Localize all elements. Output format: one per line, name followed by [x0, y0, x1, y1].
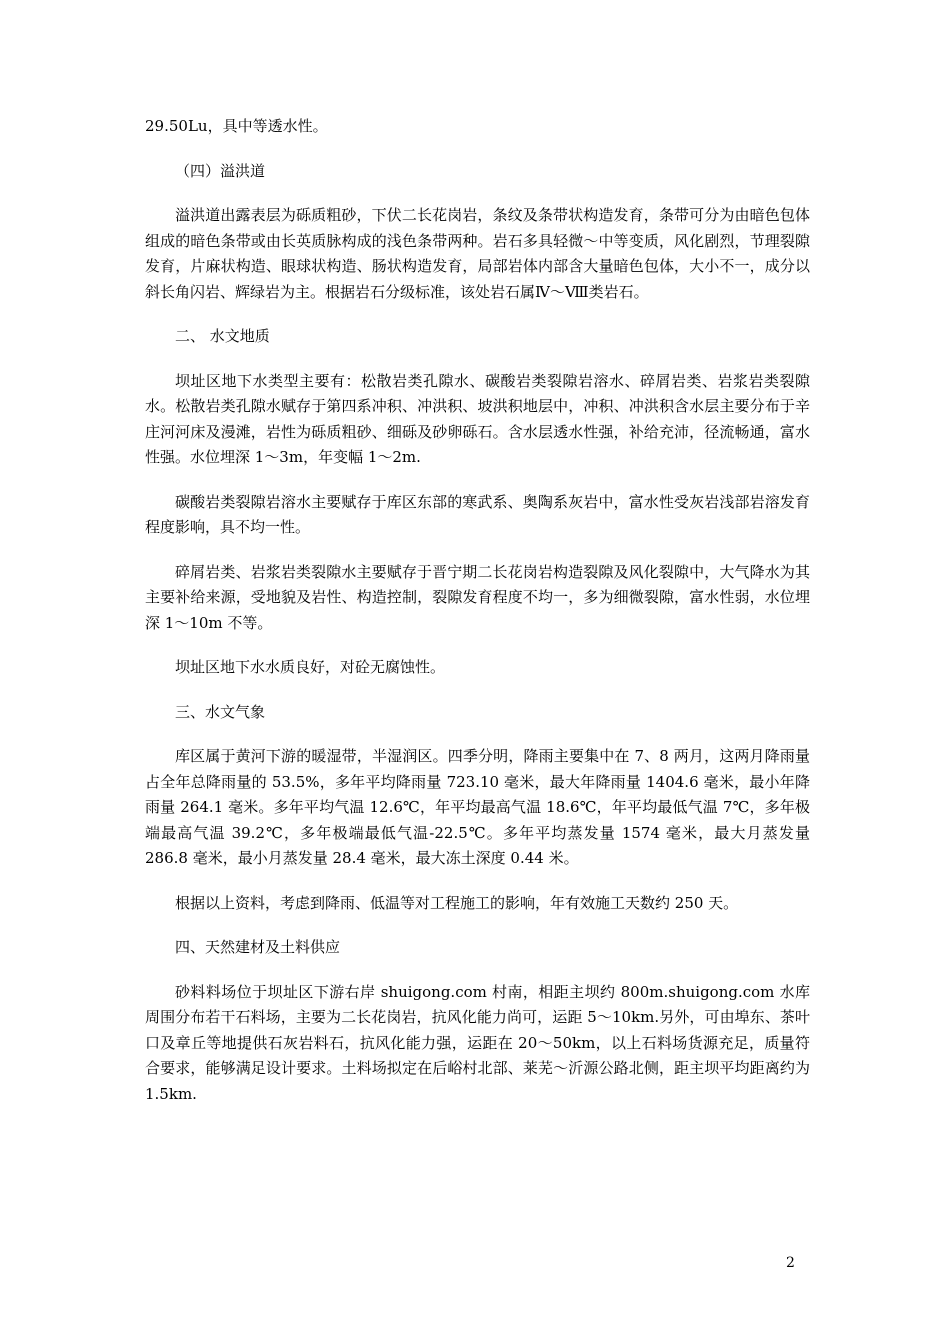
paragraph-construction-days: 根据以上资料，考虑到降雨、低温等对工程施工的影响，年有效施工天数约 250 天。: [175, 893, 739, 912]
paragraph-fissure-water: 碎屑岩类、岩浆岩类裂隙水主要赋存于晋宁期二长花岗岩构造裂隙及风化裂隙中，大气降水为其主要补给来源，受地貌及岩性、构造控制，裂隙发育程度不均一，多为细微裂隙，富水性弱，水位埋深 1～10m 不等。: [145, 562, 810, 632]
paragraph-material-sources: 砂料料场位于坝址区下游右岸 shuigong.com 村南，相距主坝约 800m.shuigong.com 水库周围分布若干石料场，主要为二长花岗岩，抗风化能力尚可，运距 5～10km.另外，可由埠东、茶叶口及章丘等地提供石灰岩料石，抗风化能力强，运距在 20～50km，以上石料场货源充足，质量符合要求，能够满足设计要求。土料场拟定在后峪村北部、莱芜～沂源公路北侧，距主坝平均距离约为 1.5km.: [145, 982, 810, 1103]
heading-building-materials: 四、天然建材及土料供应: [175, 938, 341, 956]
paragraph-karst-water: 碳酸岩类裂隙岩溶水主要赋存于库区东部的寒武系、奥陶系灰岩中，富水性受灰岩浅部岩溶发育程度影响，具不均一性。: [145, 492, 810, 536]
document-body: [145, 114, 810, 1107]
page-number: 2: [786, 1255, 795, 1271]
heading-hydrogeology: 二、 水文地质: [175, 327, 270, 345]
paragraph-water-quality: 坝址区地下水水质良好，对砼无腐蚀性。: [175, 658, 446, 676]
paragraph-permeability-end: 29.50Lu，具中等透水性。: [145, 117, 328, 135]
paragraph-groundwater-types: 坝址区地下水类型主要有：松散岩类孔隙水、碳酸岩类裂隙岩溶水、碎屑岩类、岩浆岩类裂隙水。松散岩类孔隙水赋存于第四系冲积、冲洪积、坡洪积地层中，冲积、冲洪积含水层主要分布于辛庄河河床及漫滩，岩性为砾质粗砂、细砾及砂卵砾石。含水层透水性强，补给充沛，径流畅通，富水性强。水位埋深 1～3m，年变幅 1～2m.: [145, 371, 810, 466]
paragraph-climate-data: 库区属于黄河下游的暖湿带，半湿润区。四季分明，降雨主要集中在 7、8 两月，这两月降雨量占全年总降雨量的 53.5%，多年平均降雨量 723.10 毫米，最大年降雨量 1404.6 毫米，最小年降雨量 264.1 毫米。多年平均气温 12.6℃，年平均最高气温 18.6℃，年平均最低气温 7℃，多年极端最高气温 39.2℃，多年极端最低气温-22.5℃。多年平均蒸发量 1574 毫米，最大月蒸发量 286.8 毫米，最小月蒸发量 28.4 毫米，最大冻土深度 0.44 米。: [145, 747, 810, 867]
heading-hydrometeorology: 三、水文气象: [175, 702, 266, 721]
paragraph-spillway-geology: 溢洪道出露表层为砾质粗砂，下伏二长花岗岩，条纹及条带状构造发育，条带可分为由暗色包体组成的暗色条带或由长英质脉构成的浅色条带两种。岩石多具轻微～中等变质，风化剧烈，节理裂隙发育，片麻状构造、眼球状构造、肠状构造发育，局部岩体内部含大量暗色包体，大小不一，成分以斜长角闪岩、辉绿岩为主。根据岩石分级标准，该处岩石属Ⅳ～Ⅷ类岩石。: [145, 206, 810, 301]
heading-spillway: （四）溢洪道: [175, 161, 266, 180]
